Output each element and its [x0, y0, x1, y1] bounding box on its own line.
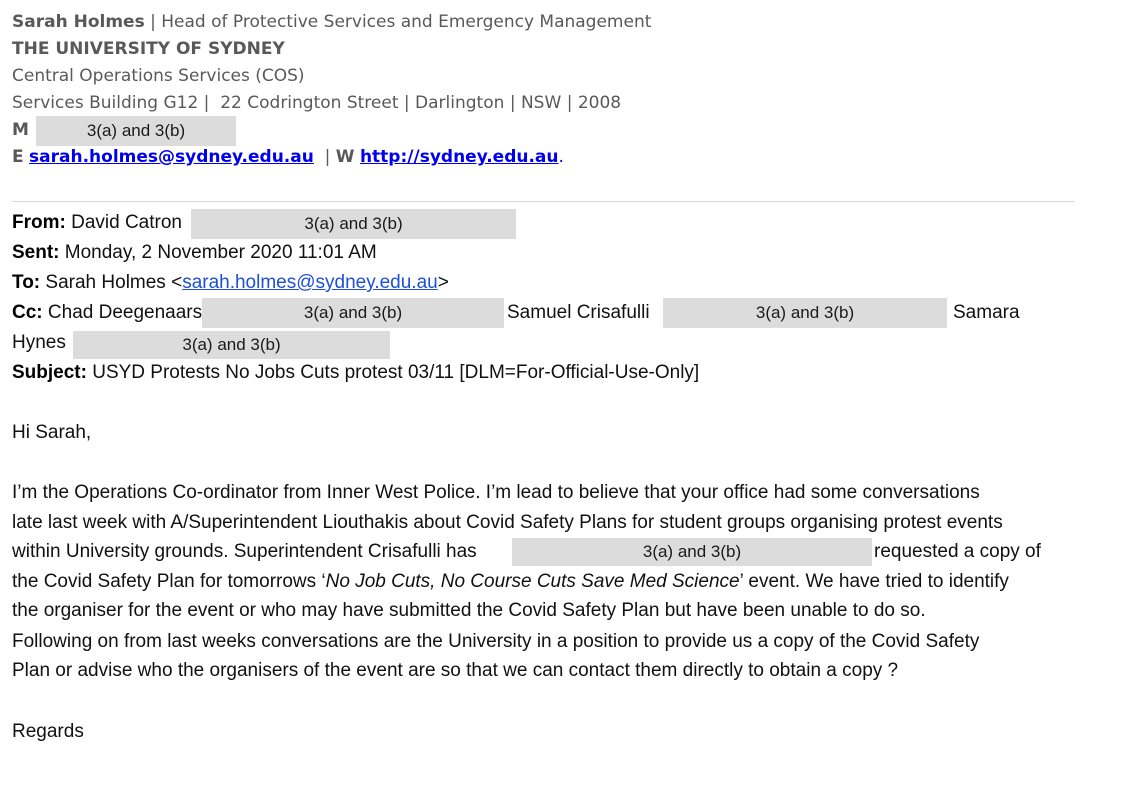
redaction-from-email: 3(a) and 3(b) [191, 209, 516, 239]
cc-recipient-1: Chad Deegenaars [47, 302, 203, 323]
body-line-2: late last week with A/Superintendent Liouthakis about Covid Safety Plans for student groups organising protest events [12, 512, 1003, 533]
body-line-4: the Covid Safety Plan for tomorrows ‘No Job Cuts, No Course Cuts Save Med Science’ event. We have tried to identify [12, 571, 1009, 592]
signature-contact-line: E sarah.holmes@sydney.edu.au | W http://sydney.edu.au. [12, 147, 564, 167]
signature-web-link[interactable]: http://sydney.edu.au [359, 147, 559, 167]
greeting: Hi Sarah, [12, 422, 92, 443]
redaction-cc-2: 3(a) and 3(b) [663, 298, 947, 328]
to-line: To: Sarah Holmes <sarah.holmes@sydney.edu.au> [12, 272, 449, 293]
cc-recipient-3-first: Samara [953, 302, 1020, 323]
event-name: No Job Cuts, No Course Cuts Save Med Science [325, 571, 740, 592]
signature-address: Services Building G12 | 22 Codrington Street | Darlington | NSW | 2008 [12, 93, 622, 113]
subject-line: Subject: USYD Protests No Jobs Cuts protest 03/11 [DLM=For-Official-Use-Only] [12, 362, 700, 383]
signature-email-link[interactable]: sarah.holmes@sydney.edu.au [29, 147, 314, 167]
subject-value: USYD Protests No Jobs Cuts protest 03/11 [DLM=For-Official-Use-Only] [92, 362, 700, 383]
sent-value: Monday, 2 November 2020 11:01 AM [64, 242, 377, 263]
signature-org-line [12, 39, 285, 59]
signature-name-line: Sarah Holmes | Head of Protective Services and Emergency Management [12, 12, 652, 32]
from-value: David Catron [71, 212, 182, 233]
web-label: W [335, 147, 355, 167]
body-line-5: the organiser for the event or who may have submitted the Covid Safety Plan but have been unable to do so. [12, 600, 926, 621]
body-line-6: Following on from last weeks conversations are the University in a position to provide us a copy of the Covid Safety [12, 631, 980, 652]
signature-mobile-line [12, 120, 29, 140]
cc-line: Cc: Chad Deegenaars [12, 302, 203, 323]
to-email-link[interactable]: sarah.holmes@sydney.edu.au [182, 272, 438, 293]
redaction-cc-3: 3(a) and 3(b) [73, 331, 390, 359]
divider [12, 201, 1075, 202]
redaction-body: 3(a) and 3(b) [512, 538, 872, 566]
cc-recipient-3-last: Hynes [12, 332, 66, 353]
signature-dept: Central Operations Services (COS) [12, 66, 305, 86]
body-line-3a: within University grounds. Superintendent Crisafulli has [12, 541, 477, 562]
sent-line: Sent: Monday, 2 November 2020 11:01 AM [12, 242, 377, 263]
from-line: From: David Catron [12, 212, 182, 233]
body-line-3b: requested a copy of [874, 541, 1041, 562]
cc-recipient-2: Samuel Crisafulli [507, 302, 650, 323]
redaction-mobile: 3(a) and 3(b) [36, 116, 236, 146]
mobile-label: M [12, 120, 29, 140]
redaction-cc-1: 3(a) and 3(b) [202, 298, 504, 328]
signature-name: Sarah Holmes [12, 12, 145, 32]
closing: Regards [12, 721, 84, 742]
email-label: E [12, 147, 24, 167]
body-line-7: Plan or advise who the organisers of the event are so that we can contact them directly to obtain a copy ? [12, 660, 899, 681]
signature-org: THE UNIVERSITY OF SYDNEY [12, 39, 285, 59]
body-line-1: I’m the Operations Co-ordinator from Inner West Police. I’m lead to believe that your office had some conversations [12, 482, 980, 503]
signature-title: Head of Protective Services and Emergency Management [161, 12, 652, 32]
